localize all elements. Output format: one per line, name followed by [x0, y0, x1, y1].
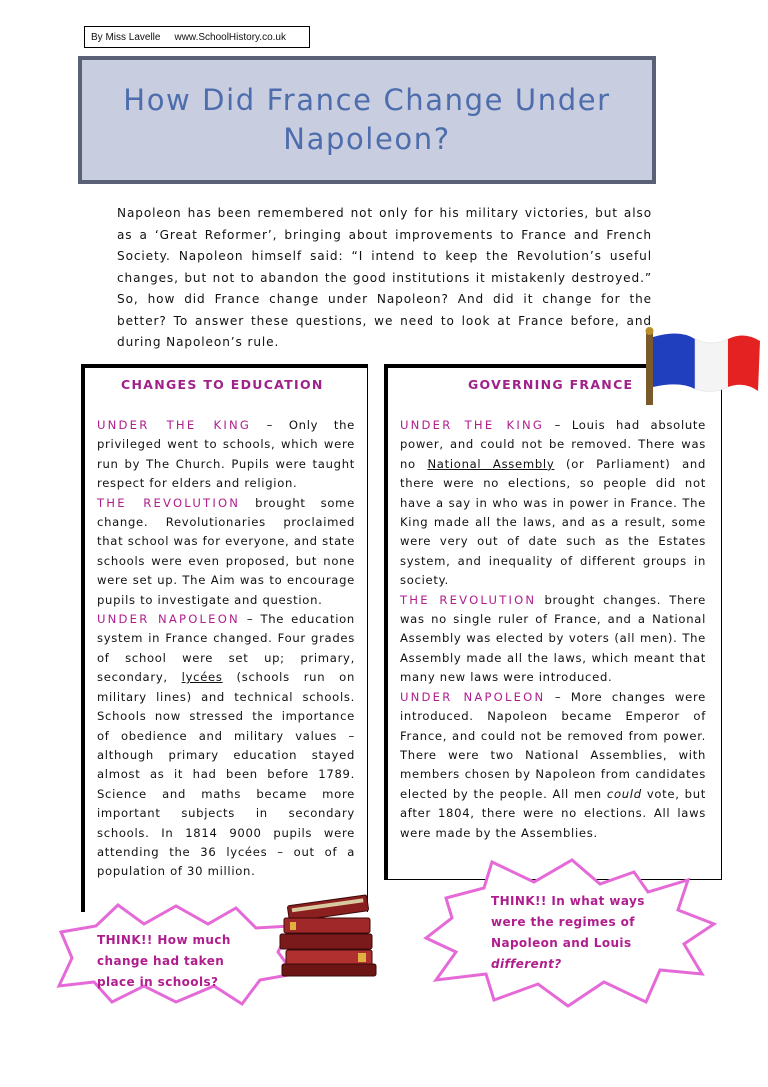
- author-name: By Miss Lavelle: [91, 31, 161, 43]
- think-right-line: Napoleon and Louis: [491, 936, 632, 950]
- government-could-term: could: [606, 786, 642, 801]
- government-napoleon-text-a: – More changes were introduced. Napoleon became Emperor of France, and could not be removed from power. There were two National Assemblies, with members chosen by Napoleon from candidates elected by the people. All men: [400, 689, 706, 801]
- flag-pole-finial: [646, 327, 654, 335]
- flag-red-stripe: [728, 335, 760, 391]
- government-text: [400, 416, 706, 843]
- government-napoleon-text-b: vote, but after 1804, there were no elections. All laws were made by the Assemblies.: [400, 786, 707, 840]
- education-panel: [81, 364, 368, 912]
- think-right-line: THINK!! In what ways: [491, 894, 645, 908]
- government-king-text-a: – Louis had absolute power, and could not be removed. There was no: [400, 418, 706, 471]
- education-napoleon-text-a: – The education system in France changed. Four grades of school were set up; primary, secondary,: [97, 612, 355, 685]
- book-spine-band: [290, 922, 296, 930]
- government-heading: GOVERNING FRANCE: [468, 377, 634, 392]
- flag-blue-stripe: [653, 333, 695, 389]
- government-king-text-b: (or Parliament) and there were no elections, so people did not have a say in who was in power in France. The King made all the laws, and as a result, some were very out of date such as the Estates system, and inequality of different groups in society.: [400, 456, 707, 588]
- education-napoleon-text-b: (schools run on military lines) and technical schools. Schools now stressed the importance of obedience and military values – although primary education stayed almost as it had been before 1789. Science and maths became more important subjects in secondary schools. In 1814 9000 pupils were attending the 36 lycées – out of a population of 30 million.: [97, 670, 355, 879]
- website-link[interactable]: www.SchoolHistory.co.uk: [174, 31, 286, 43]
- page-title: How Did France Change Under Napoleon?: [123, 83, 611, 156]
- government-napoleon-label: UNDER NAPOLEON: [400, 689, 546, 704]
- book: [284, 918, 370, 933]
- think-schools-prompt: [97, 930, 267, 993]
- national-assembly-term: National Assembly: [427, 456, 555, 471]
- government-revolution-text: brought changes. There was no single ruler of France, and a National Assembly was elected by voters (all men). The Assembly made all the laws, which meant that many new laws were introduced.: [400, 592, 707, 685]
- education-lycees-term: lycées: [181, 670, 223, 685]
- flag-white-stripe: [695, 339, 728, 392]
- think-regimes-prompt: [491, 891, 661, 975]
- think-left-line: place in schools?: [97, 975, 219, 989]
- think-left-line: change had taken: [97, 954, 225, 968]
- title-banner: [78, 56, 656, 184]
- think-right-line: were the regimes of: [491, 915, 635, 929]
- education-king-label: UNDER THE KING: [97, 418, 252, 432]
- government-king-label: UNDER THE KING: [400, 418, 545, 432]
- government-revolution-label: THE REVOLUTION: [400, 592, 537, 607]
- government-panel: [384, 364, 722, 880]
- think-left-line: THINK!! How much: [97, 933, 231, 947]
- think-right-line: different?: [491, 957, 562, 971]
- education-napoleon-label: UNDER NAPOLEON: [97, 612, 240, 627]
- book: [280, 934, 372, 949]
- education-revolution-label: THE REVOLUTION: [97, 495, 241, 510]
- education-text: [97, 416, 355, 882]
- author-credit-box: [84, 26, 310, 48]
- education-king-text: – Only the privileged went to schools, which were run by The Church. Pupils were taught respect for elders and religion.: [97, 418, 355, 491]
- book-spine-band: [358, 953, 366, 962]
- french-flag-icon: [640, 325, 762, 405]
- book: [282, 964, 376, 976]
- education-revolution-text: brought some change. Revolutionaries proclaimed that school was for everyone, and state schools were even proposed, but none were set up. The Aim was to encourage pupils to investigate and question.: [97, 495, 355, 607]
- intro-paragraph: Napoleon has been remembered not only for his military victories, but also as a ‘Great Reformer’, bringing about improvements to France and French Society. Napoleon himself said: “I intend to keep the Revolution’s useful changes, but not to abandon the good institutions it mistakenly destroyed.” So, how did France change under Napoleon? And did it change for the better? To answer these questions, we need to look at France before, and during Napoleon’s rule.: [117, 206, 652, 349]
- flag-pole: [646, 331, 653, 405]
- books-icon: [270, 888, 390, 978]
- education-heading: CHANGES TO EDUCATION: [121, 377, 324, 392]
